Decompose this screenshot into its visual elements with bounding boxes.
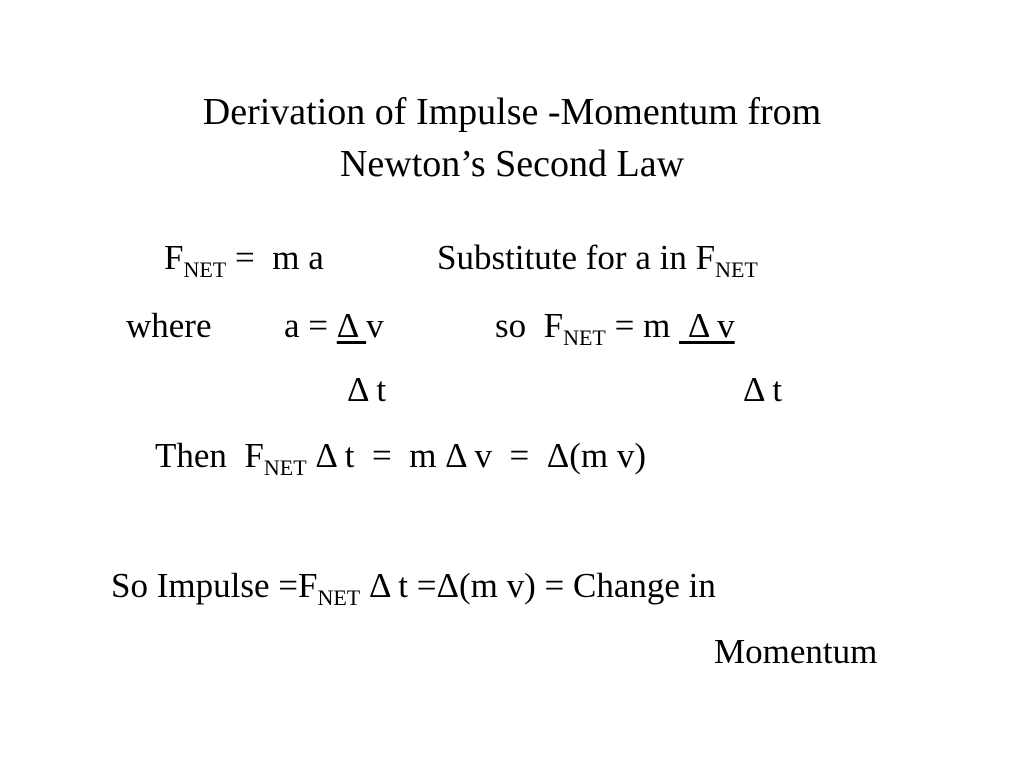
substitute-text: Substitute for a in F xyxy=(437,238,716,277)
velocity-symbol: v xyxy=(366,306,384,345)
so-force: so F xyxy=(495,306,564,345)
so-impulse: So Impulse =F xyxy=(111,566,318,605)
net-subscript: NET xyxy=(317,585,361,610)
impulse-conclusion xyxy=(111,566,716,610)
impulse-conclusion-rest: Δ t =Δ(m v) = Change in xyxy=(360,566,716,605)
a-equals: a = xyxy=(284,306,337,345)
impulse-equation xyxy=(155,436,646,480)
momentum-word: Momentum xyxy=(714,632,878,671)
delta-t-denominator-right: Δ t xyxy=(743,370,783,409)
acceleration-numerator xyxy=(284,306,384,346)
title-line-2: Newton’s Second Law xyxy=(339,143,685,185)
fnet-numerator xyxy=(495,306,735,350)
then-force: Then F xyxy=(155,436,264,475)
equals-ma: = m a xyxy=(226,238,324,277)
equation-fnet-ma xyxy=(164,238,324,282)
net-subscript: NET xyxy=(715,257,758,282)
title-line-1: Derivation of Impulse -Momentum from xyxy=(202,91,822,133)
delta-v-numerator: Δ v xyxy=(679,306,735,345)
net-subscript: NET xyxy=(183,257,227,282)
delta-t-denominator-left: Δ t xyxy=(347,370,387,409)
impulse-equation-rest: Δ t = m Δ v = Δ(m v) xyxy=(306,436,647,475)
net-subscript: NET xyxy=(263,455,307,480)
equals-m: = m xyxy=(605,306,680,345)
net-subscript: NET xyxy=(563,325,606,350)
substitute-note xyxy=(437,238,758,282)
force-symbol: F xyxy=(164,238,184,277)
slide-title xyxy=(0,86,1024,190)
where-label: where xyxy=(126,306,212,345)
delta-symbol: Δ xyxy=(336,306,367,345)
